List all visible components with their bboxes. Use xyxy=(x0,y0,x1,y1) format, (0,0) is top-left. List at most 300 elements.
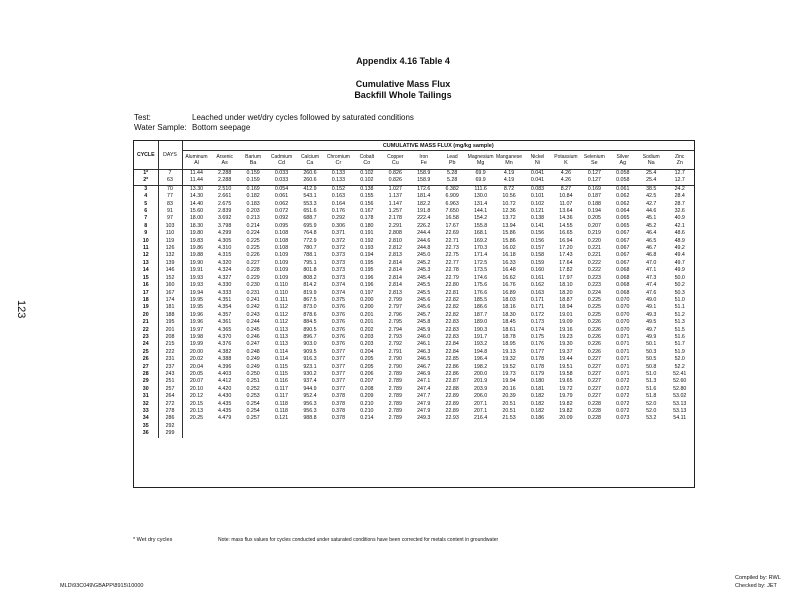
value-cell: 0.171 xyxy=(530,304,545,311)
value-cell: 0.376 xyxy=(331,341,346,348)
value-cell xyxy=(239,423,267,430)
value-cell: 0.109 xyxy=(274,259,289,266)
value-cell: 19.16 xyxy=(559,326,573,333)
value-cell: 0.109 xyxy=(274,267,289,274)
value-cell: 916.3 xyxy=(303,356,317,363)
value-cell: 69.9 xyxy=(475,170,486,176)
value-cell: 0.254 xyxy=(246,400,260,407)
value-cell: 0.192 xyxy=(360,237,374,244)
cycle-header: CYCLE xyxy=(134,141,158,170)
cycle-cell: 30 xyxy=(134,386,158,393)
column-symbol: Se xyxy=(591,160,598,166)
value-cell: 49.7 xyxy=(646,326,657,333)
value-cell: 0.227 xyxy=(587,393,601,400)
days-cell: 70 xyxy=(158,185,182,193)
cycle-cell: 17 xyxy=(134,290,158,297)
value-cell: 0.244 xyxy=(246,319,260,326)
cycle-cell: 18 xyxy=(134,297,158,304)
value-cell: 247.1 xyxy=(417,378,431,385)
value-cell: 0.070 xyxy=(616,326,630,333)
value-cell: 1.147 xyxy=(388,200,402,207)
days-cell: 286 xyxy=(158,415,182,422)
value-cell: 0.070 xyxy=(616,311,630,318)
value-cell: 170.3 xyxy=(473,245,488,252)
value-cell: 0.068 xyxy=(616,267,630,274)
days-cell: 7 xyxy=(158,170,182,178)
column-symbol: Ni xyxy=(534,160,541,166)
value-cell: 0.156 xyxy=(360,200,374,207)
value-cell: 20.51 xyxy=(502,408,516,414)
value-cell: 13.30 xyxy=(182,185,210,193)
value-cell: 53.2 xyxy=(646,415,657,422)
value-cell: 0.194 xyxy=(587,208,601,215)
value-cell: 0.174 xyxy=(530,326,545,333)
column-name: Sodium xyxy=(642,154,660,160)
value-cell: 0.041 xyxy=(530,170,545,176)
column-name: Arsenic xyxy=(216,154,233,160)
value-cell: 0.204 xyxy=(360,348,374,355)
days-cell: 222 xyxy=(158,349,182,356)
value-cell: 69.9 xyxy=(475,177,486,184)
value-cell: 191.8 xyxy=(417,208,431,215)
value-cell: 0.207 xyxy=(587,222,601,229)
value-cell xyxy=(353,430,381,437)
value-cell: 2.790 xyxy=(388,356,402,363)
value-cell: 0.181 xyxy=(530,385,545,392)
value-cell: 14.55 xyxy=(559,222,573,229)
value-cell: 4.435 xyxy=(218,408,232,414)
value-cell: 245.9 xyxy=(417,326,431,333)
value-cell: 0.115 xyxy=(275,370,288,377)
value-cell: 22.86 xyxy=(445,370,459,377)
value-cell: 17.64 xyxy=(559,259,573,266)
column-header xyxy=(466,151,494,170)
days-cell: 251 xyxy=(158,378,182,385)
value-cell: 0.179 xyxy=(530,370,545,377)
value-cell: 0.203 xyxy=(360,333,374,340)
value-cell: 5.28 xyxy=(447,177,458,184)
value-cell: 780.7 xyxy=(303,245,317,252)
value-cell: 0.224 xyxy=(246,230,260,237)
value-cell: 45.1 xyxy=(646,215,657,222)
value-cell: 0.067 xyxy=(616,245,630,252)
value-cell: 46.8 xyxy=(646,252,657,259)
value-cell: 0.373 xyxy=(331,267,346,274)
column-header xyxy=(182,151,210,170)
value-cell: 22.78 xyxy=(445,267,459,274)
value-cell: 4.412 xyxy=(218,378,232,385)
value-cell: 49.1 xyxy=(646,304,657,311)
value-cell xyxy=(637,430,665,437)
table-row xyxy=(134,208,694,215)
value-cell xyxy=(665,423,694,430)
value-cell: 788.1 xyxy=(303,252,317,259)
value-cell: 207.1 xyxy=(473,400,488,407)
value-cell: 19.52 xyxy=(502,363,516,370)
value-cell: 0.373 xyxy=(331,259,346,266)
cycle-cell: 31 xyxy=(134,393,158,400)
value-cell: 0.226 xyxy=(587,333,601,340)
value-cell: 0.201 xyxy=(360,311,374,318)
value-cell: 244.4 xyxy=(417,230,431,237)
value-cell: 40.9 xyxy=(674,215,685,222)
cycle-cell: 34 xyxy=(134,415,158,422)
column-header xyxy=(609,151,637,170)
value-cell: 0.225 xyxy=(587,304,601,311)
value-cell xyxy=(438,423,466,430)
value-cell: 4.365 xyxy=(218,326,232,333)
value-cell: 19.23 xyxy=(559,333,573,340)
cycle-cell: 1* xyxy=(134,170,158,178)
value-cell: 0.072 xyxy=(616,385,630,392)
value-cell: 543.1 xyxy=(303,193,317,200)
value-cell: 0.141 xyxy=(530,222,545,229)
value-cell: 182.2 xyxy=(417,200,431,207)
value-cell: 0.113 xyxy=(275,326,288,333)
column-symbol: Pb xyxy=(448,160,456,166)
value-cell: 8.27 xyxy=(552,185,580,193)
days-cell: 237 xyxy=(158,364,182,371)
value-cell: 19.51 xyxy=(559,363,573,370)
value-cell: 0.221 xyxy=(587,245,601,252)
value-cell: 194.8 xyxy=(473,348,488,355)
value-cell: 22.75 xyxy=(445,252,459,259)
value-cell: 4.320 xyxy=(218,259,232,266)
value-cell: 19.99 xyxy=(189,341,204,348)
value-cell: 952.4 xyxy=(303,393,317,400)
value-cell: 38.5 xyxy=(637,185,665,193)
value-cell: 4.299 xyxy=(218,230,232,237)
column-symbol: Cd xyxy=(278,160,285,166)
value-cell: 3.798 xyxy=(218,222,232,229)
value-cell: 53.13 xyxy=(673,400,687,407)
value-cell: 0.058 xyxy=(616,170,630,176)
value-cell: 18.30 xyxy=(189,222,204,229)
value-cell: 0.067 xyxy=(616,237,630,244)
value-cell: 0.250 xyxy=(246,370,260,377)
cycle-cell: 26 xyxy=(134,356,158,363)
value-cell: 245.6 xyxy=(417,304,431,311)
table-subtitle: Cumulative Mass Flux xyxy=(355,79,451,89)
value-cell: 4.354 xyxy=(218,304,232,311)
page-title: Appendix 4.16 Table 4 xyxy=(356,56,450,66)
value-cell: 19.01 xyxy=(559,311,573,318)
value-cell xyxy=(267,423,295,430)
value-cell: 4.26 xyxy=(560,170,572,176)
value-cell: 51.3 xyxy=(646,378,657,385)
value-cell: 0.163 xyxy=(530,289,545,296)
value-cell: 20.51 xyxy=(502,400,516,407)
flux-table xyxy=(134,141,694,438)
value-cell: 0.067 xyxy=(616,230,630,237)
table-row xyxy=(134,327,694,334)
column-symbol: Mn xyxy=(505,160,513,166)
value-cell: 0.200 xyxy=(360,296,374,303)
value-cell: 0.251 xyxy=(246,378,260,385)
value-cell: 0.178 xyxy=(360,215,374,222)
value-cell: 20.04 xyxy=(189,363,204,370)
value-cell: 0.377 xyxy=(331,356,346,363)
value-cell: 2.812 xyxy=(388,245,402,252)
value-cell: 0.109 xyxy=(274,274,289,281)
value-cell: 0.182 xyxy=(530,393,545,400)
value-cell: 19.32 xyxy=(502,356,516,363)
value-cell: 4.357 xyxy=(218,311,232,318)
value-cell: 32.6 xyxy=(674,208,685,215)
column-name: Calcium xyxy=(300,154,319,160)
value-cell: 0.117 xyxy=(275,385,288,392)
value-cell: 0.223 xyxy=(587,274,601,281)
value-cell: 867.5 xyxy=(303,296,317,303)
value-cell: 190.3 xyxy=(473,326,488,333)
value-cell: 19.95 xyxy=(189,296,204,303)
value-cell: 19.96 xyxy=(189,319,204,326)
value-cell: 0.112 xyxy=(275,304,288,311)
value-cell: 21.53 xyxy=(502,415,516,422)
cycle-cell: 9 xyxy=(134,230,158,237)
value-cell xyxy=(523,423,551,430)
value-cell: 22.73 xyxy=(445,245,459,252)
value-cell: 0.158 xyxy=(530,252,545,259)
column-symbol: Zn xyxy=(676,160,683,166)
value-cell: 19.44 xyxy=(559,356,573,363)
value-cell: 51.9 xyxy=(674,348,685,355)
value-cell: 25.4 xyxy=(646,177,657,184)
value-cell: 53.02 xyxy=(673,393,687,400)
value-cell xyxy=(353,423,381,430)
days-cell: 231 xyxy=(158,356,182,363)
days-cell: 208 xyxy=(158,334,182,341)
value-cell: 111.6 xyxy=(466,185,494,193)
value-cell: 186.6 xyxy=(473,304,488,311)
value-cell: 0.083 xyxy=(523,185,551,193)
value-cell: 19.83 xyxy=(189,237,204,244)
value-cell: 0.178 xyxy=(530,363,545,370)
value-cell: 0.228 xyxy=(587,400,601,407)
value-cell: 4.430 xyxy=(218,393,232,400)
cycle-cell: 16 xyxy=(134,282,158,289)
value-cell: 16.65 xyxy=(559,230,573,237)
value-cell: 175.6 xyxy=(473,282,488,289)
value-cell: 0.257 xyxy=(246,415,260,422)
column-symbol: K xyxy=(564,160,568,166)
cycle-cell: 25 xyxy=(134,349,158,356)
value-cell: 0.227 xyxy=(587,370,601,377)
table-row xyxy=(134,215,694,222)
value-cell: 0.115 xyxy=(275,363,288,370)
value-cell: 19.82 xyxy=(559,408,573,414)
value-cell: 0.377 xyxy=(331,385,346,392)
value-cell xyxy=(552,430,580,437)
value-cell xyxy=(324,430,352,437)
value-cell: 52.2 xyxy=(674,363,685,370)
value-cell: 0.225 xyxy=(587,296,601,303)
value-cell: 0.169 xyxy=(580,185,608,193)
value-cell: 0.062 xyxy=(616,193,630,200)
value-cell: 172.6 xyxy=(410,185,438,193)
value-cell: 0.173 xyxy=(530,319,545,326)
value-cell: 11.44 xyxy=(190,177,203,184)
value-cell: 222.4 xyxy=(417,215,431,222)
value-cell: 247.9 xyxy=(417,408,431,414)
value-cell: 50.1 xyxy=(646,341,657,348)
days-cell: 126 xyxy=(158,245,182,252)
value-cell: 0.242 xyxy=(246,304,260,311)
table-row xyxy=(134,260,694,267)
value-cell: 46.5 xyxy=(646,237,657,244)
table-row xyxy=(134,193,694,200)
value-cell: 4.479 xyxy=(218,415,232,422)
value-cell: 10.56 xyxy=(502,193,516,200)
column-symbol: Na xyxy=(647,160,655,166)
value-cell: 48.6 xyxy=(674,230,685,237)
value-cell: 0.182 xyxy=(530,400,545,407)
value-cell: 174.6 xyxy=(473,274,488,281)
value-cell: 4.26 xyxy=(560,177,572,184)
value-cell: 4.330 xyxy=(218,282,232,289)
value-cell: 0.159 xyxy=(246,177,260,184)
value-cell: 47.3 xyxy=(646,274,657,281)
value-cell: 2.813 xyxy=(388,252,402,259)
value-cell: 0.159 xyxy=(246,170,260,176)
value-cell: 0.178 xyxy=(530,356,545,363)
value-cell: 4.305 xyxy=(218,237,232,244)
value-cell: 247.9 xyxy=(417,400,431,407)
table-row xyxy=(134,223,694,230)
value-cell: 0.254 xyxy=(246,408,260,414)
days-cell: 103 xyxy=(158,223,182,230)
value-cell: 0.205 xyxy=(360,356,374,363)
value-cell: 20.07 xyxy=(189,378,204,385)
value-cell: 18.94 xyxy=(559,304,573,311)
value-cell: 158.9 xyxy=(417,170,431,176)
value-cell: 4.361 xyxy=(218,319,232,326)
value-cell: 10.84 xyxy=(559,193,573,200)
value-cell: 17.67 xyxy=(445,222,459,229)
table-row xyxy=(134,275,694,282)
value-cell xyxy=(609,430,637,437)
value-cell: 3.692 xyxy=(218,215,232,222)
value-cell: 22.93 xyxy=(445,415,459,422)
value-cell: 20.05 xyxy=(189,370,204,377)
table-row xyxy=(134,430,694,437)
value-cell: 247.7 xyxy=(417,393,431,400)
value-cell: 2.789 xyxy=(388,370,402,377)
value-cell xyxy=(495,423,523,430)
value-cell: 45.2 xyxy=(646,222,657,229)
column-symbol: Cr xyxy=(335,160,342,166)
days-cell: 188 xyxy=(158,312,182,319)
days-cell: 97 xyxy=(158,215,182,222)
column-header xyxy=(495,151,523,170)
value-cell: 48.9 xyxy=(674,237,685,244)
value-cell: 246.5 xyxy=(417,356,431,363)
value-cell: 0.065 xyxy=(616,215,630,222)
value-cell: 956.3 xyxy=(303,408,317,414)
table-row xyxy=(134,386,694,393)
column-header xyxy=(381,151,409,170)
cycle-cell: 29 xyxy=(134,378,158,385)
value-cell: 801.8 xyxy=(303,267,317,274)
value-cell: 131.4 xyxy=(473,200,488,207)
value-cell: 0.127 xyxy=(587,177,601,184)
value-cell: 0.071 xyxy=(616,370,630,377)
table-subtitle-2: Backfill Whole Tailings xyxy=(354,90,452,100)
value-cell: 6.382 xyxy=(438,185,466,193)
cycle-cell: 8 xyxy=(134,223,158,230)
value-cell: 930.2 xyxy=(303,370,317,377)
value-cell: 201.9 xyxy=(473,378,488,385)
value-cell: 44.6 xyxy=(646,208,657,215)
value-cell: 2.792 xyxy=(388,341,402,348)
days-cell: 243 xyxy=(158,371,182,378)
value-cell: 17.97 xyxy=(559,274,573,281)
days-cell: 181 xyxy=(158,304,182,311)
column-name: Lead xyxy=(446,154,458,160)
value-cell: 16.94 xyxy=(559,237,573,244)
value-cell: 154.2 xyxy=(473,215,488,222)
cycle-cell: 4 xyxy=(134,193,158,200)
value-cell: 2.789 xyxy=(388,415,402,422)
value-cell: 0.068 xyxy=(616,274,630,281)
value-cell: 16.33 xyxy=(502,259,516,266)
value-cell: 0.157 xyxy=(530,245,545,252)
value-cell: 0.205 xyxy=(360,363,374,370)
value-cell xyxy=(523,430,551,437)
column-name: Magnesium xyxy=(467,154,494,160)
value-cell: 688.7 xyxy=(303,215,317,222)
column-name: Cobalt xyxy=(359,154,375,160)
column-name: Aluminum xyxy=(185,154,208,160)
value-cell: 22.89 xyxy=(445,408,459,414)
column-header xyxy=(523,151,551,170)
days-cell: 132 xyxy=(158,252,182,259)
value-cell: 2.839 xyxy=(218,208,232,215)
value-cell: 4.396 xyxy=(218,363,232,370)
column-name: Cadmium xyxy=(270,154,293,160)
value-cell: 0.249 xyxy=(246,363,260,370)
value-cell: 189.0 xyxy=(473,319,488,326)
value-cell: 22.82 xyxy=(445,311,459,318)
value-cell: 878.6 xyxy=(303,311,317,318)
table-row xyxy=(134,201,694,208)
value-cell: 0.072 xyxy=(274,208,289,215)
column-symbol: Cu xyxy=(391,160,399,166)
value-cell: 245.2 xyxy=(417,259,431,266)
value-cell: 2.789 xyxy=(388,393,402,400)
value-cell: 14.36 xyxy=(559,215,573,222)
table-row xyxy=(134,312,694,319)
value-cell: 0.176 xyxy=(331,208,346,215)
days-header: DAYS xyxy=(158,141,182,170)
value-cell: 22.83 xyxy=(445,333,459,340)
value-cell: 0.108 xyxy=(274,237,289,244)
value-cell xyxy=(495,430,523,437)
value-cell: 196.4 xyxy=(473,356,488,363)
value-cell: 155.8 xyxy=(473,222,488,229)
value-cell: 245.5 xyxy=(417,282,431,289)
value-cell: 0.225 xyxy=(246,237,260,244)
value-cell: 0.067 xyxy=(616,252,630,259)
days-cell: 146 xyxy=(158,267,182,274)
value-cell: 4.403 xyxy=(218,370,232,377)
value-cell xyxy=(665,430,694,437)
value-cell: 0.033 xyxy=(274,177,289,184)
value-cell: 51.1 xyxy=(674,304,685,311)
value-cell: 246.3 xyxy=(417,348,431,355)
value-cell: 52.41 xyxy=(673,370,687,377)
value-cell: 13.64 xyxy=(559,208,573,215)
